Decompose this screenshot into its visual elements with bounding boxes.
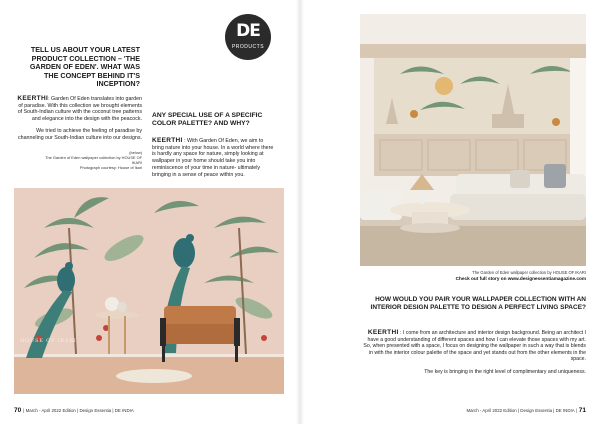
answer-1-paragraph-1: : Garden Of Eden translates into garden of paradise. With this collection we brought elements of South-Indian culture with the coconut tree patterns and elegance into the design with the peacock. xyxy=(17,96,142,122)
interview-question-3: HOW WOULD YOU PAIR YOUR WALLPAPER COLLECTION WITH AN INTERIOR DESIGN PALETTE TO DESIGN A PERFECT LIVING SPACE? xyxy=(370,296,586,311)
page-gutter xyxy=(296,0,304,424)
caption-text: The Garden of Eden wallpaper collection by HOUSE OF IKARI xyxy=(472,270,586,275)
credit-line-1: (below) xyxy=(129,150,142,155)
living-room-photo xyxy=(360,14,586,266)
interview-question-2: ANY SPECIAL USE OF A SPECIFIC COLOR PALETTE? AND WHY? xyxy=(152,112,263,127)
page-number-right: 71 xyxy=(578,407,586,414)
interview-answer-1 xyxy=(16,96,142,148)
answer-3-paragraph-1: : I come from an architecture and interior design background. Being an architect I have a good understanding of different spaces and how I can elevate those spaces with my art. So, when presented with a space, I focus on designing the wallpaper in such a way that is blends in with the interior colour palette of the space and yet stands out from the other elements in the space. xyxy=(363,330,586,363)
speaker-name-3: KEERTHI xyxy=(367,329,399,336)
right-folio xyxy=(466,407,586,414)
folio-text-left: | March - April 2022 Edition | Design Essentia | DE INDIA xyxy=(23,408,134,413)
photo-credit xyxy=(40,150,142,170)
folio-text-right: March - April 2022 Edition | Design Essentia | DE INDIA | xyxy=(466,408,577,413)
logo-mark: DE xyxy=(236,21,260,41)
answer-3-paragraph-2: The key is bringing in the right level of complimentary and uniqueness. xyxy=(424,368,586,375)
speaker-name: KEERTHI xyxy=(17,95,49,102)
interview-question-1: TELL US ABOUT YOUR LATEST PRODUCT COLLECTION – 'THE GARDEN OF EDEN'. WHAT WAS THE CONCEPT BEHIND IT'S INCEPTION? xyxy=(29,45,140,89)
garden-of-eden-room-photo xyxy=(14,188,284,394)
speaker-name-2: KEERTHI xyxy=(152,137,183,144)
image-wordmark: HOUSE OF IKARI xyxy=(20,338,77,344)
living-room-illustration xyxy=(360,14,586,266)
credit-line-3: Photograph courtesy: House of Ikari xyxy=(79,165,142,170)
interview-answer-2 xyxy=(152,138,274,178)
logo-label: PRODUCTS xyxy=(231,44,265,50)
de-products-logo xyxy=(225,14,271,60)
caption-link[interactable]: Check out full story on www.designessentiamagazine.com xyxy=(455,275,586,281)
interview-answer-3 xyxy=(360,330,586,382)
left-folio xyxy=(14,407,134,414)
page-number-left: 70 xyxy=(14,407,22,414)
wallpaper-illustration xyxy=(14,188,284,394)
credit-line-2: The Garden of Eden wallpaper collection by HOUSE OF IKARI xyxy=(45,155,142,165)
answer-1-paragraph-2: We tried to achieve the feeling of paradise by channeling our South-Indian culture into our designs. xyxy=(18,128,142,141)
answer-2-text: : With Garden Of Eden, we aim to bring nature into your house. In a world where there is hardly any space for nature, simply looking at wallpaper in your home should take you into reminiscence of your time in nature- ultimately bringing in a sense of peace within you. xyxy=(152,138,274,178)
right-photo-caption xyxy=(360,270,586,281)
